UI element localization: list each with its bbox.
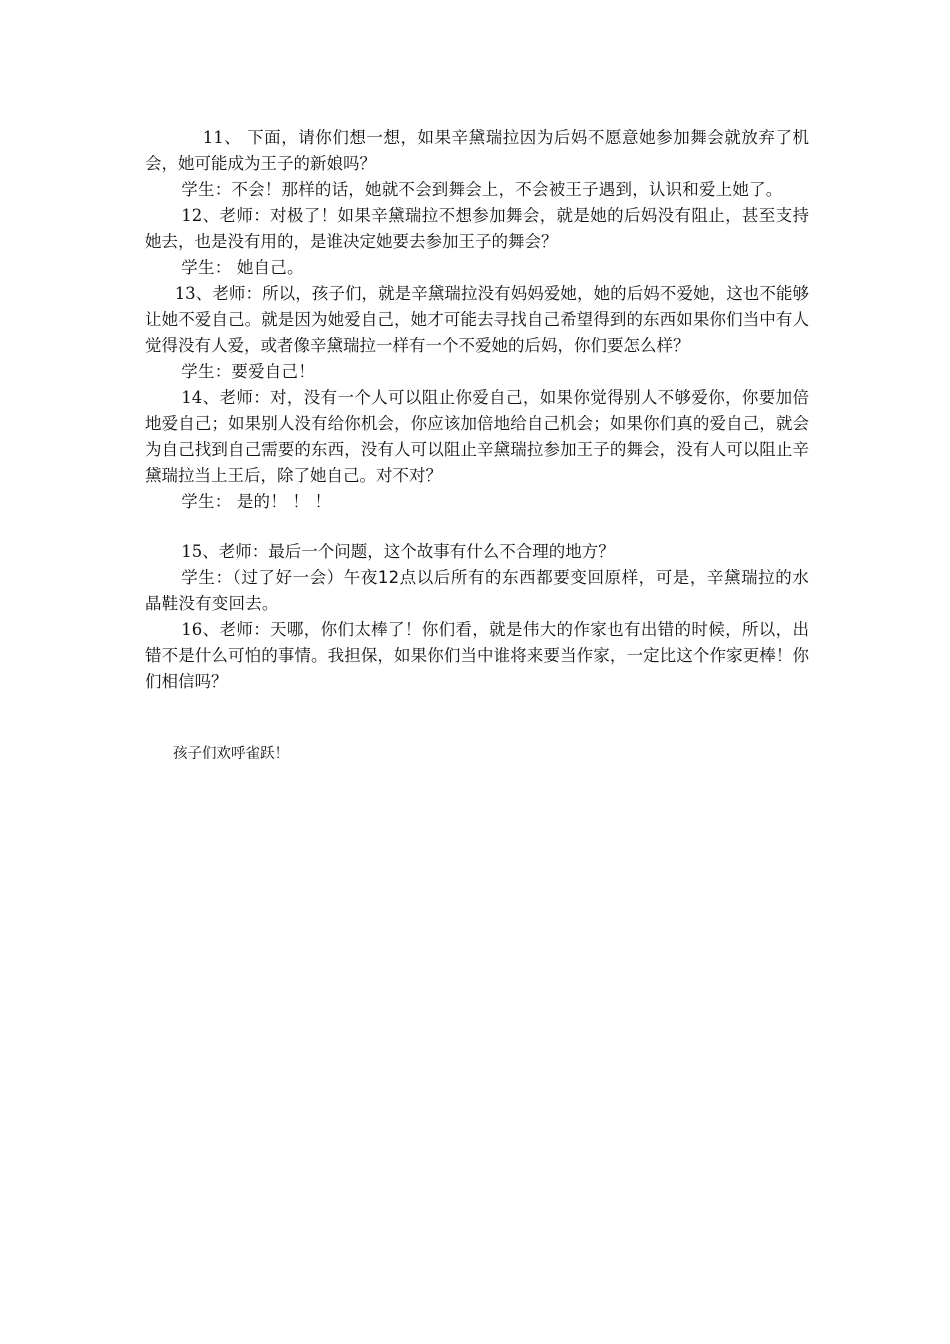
paragraph-student-answer-14: 学生： 是的！ ！ ！ xyxy=(181,492,332,511)
paragraph-q16: 16、老师：天哪，你们太棒了！你们看，就是伟大的作家也有出错的时候，所以，出错不是什么可怕的事情。我担保，如果你们当中谁将来要当作家，一定比这个作家更棒！你们相信吗？ xyxy=(145,620,809,691)
paragraph-q12: 12、老师：对极了！如果辛黛瑞拉不想参加舞会，就是她的后妈没有阻止，甚至支持她去，也是没有用的，是谁决定她要去参加王子的舞会？ xyxy=(145,206,809,251)
closing-line: 孩子们欢呼雀跃！ xyxy=(173,746,289,762)
paragraph-student-answer-15: 学生：（过了好一会）午夜12点以后所有的东西都要变回原样，可是，辛黛瑞拉的水晶鞋没有变回去。 xyxy=(145,568,809,613)
paragraph-student-answer-11: 学生：不会！那样的话，她就不会到舞会上，不会被王子遇到，认识和爱上她了。 xyxy=(181,180,783,199)
paragraph-q15: 15、老师：最后一个问题，这个故事有什么不合理的地方？ xyxy=(181,542,615,561)
paragraph-q13: 13、老师：所以，孩子们，就是辛黛瑞拉没有妈妈爱她，她的后妈不爱她，这也不能够让她不爱自己。就是因为她爱自己，她才可能去寻找自己希望得到的东西如果你们当中有人觉得没有人爱，或者像辛黛瑞拉一样有一个不爱她的后妈，你们要怎么样？ xyxy=(145,284,809,355)
paragraph-q11: 11、 下面，请你们想一想，如果辛黛瑞拉因为后妈不愿意她参加舞会就放弃了机会，她可能成为王子的新娘吗？ xyxy=(145,128,809,173)
paragraph-gap xyxy=(145,515,809,539)
document-body xyxy=(145,125,809,695)
paragraph-student-answer-12: 学生： 她自己。 xyxy=(181,258,304,277)
paragraph-student-answer-13: 学生：要爱自己！ xyxy=(181,362,315,381)
paragraph-q14: 14、老师：对，没有一个人可以阻止你爱自己，如果你觉得别人不够爱你，你要加倍地爱自己；如果别人没有给你机会，你应该加倍地给自己机会；如果你们真的爱自己，就会为自己找到自己需要的东西，没有人可以阻止辛黛瑞拉参加王子的舞会，没有人可以阻止辛黛瑞拉当上王后，除了她自己。对不对？ xyxy=(145,388,809,485)
